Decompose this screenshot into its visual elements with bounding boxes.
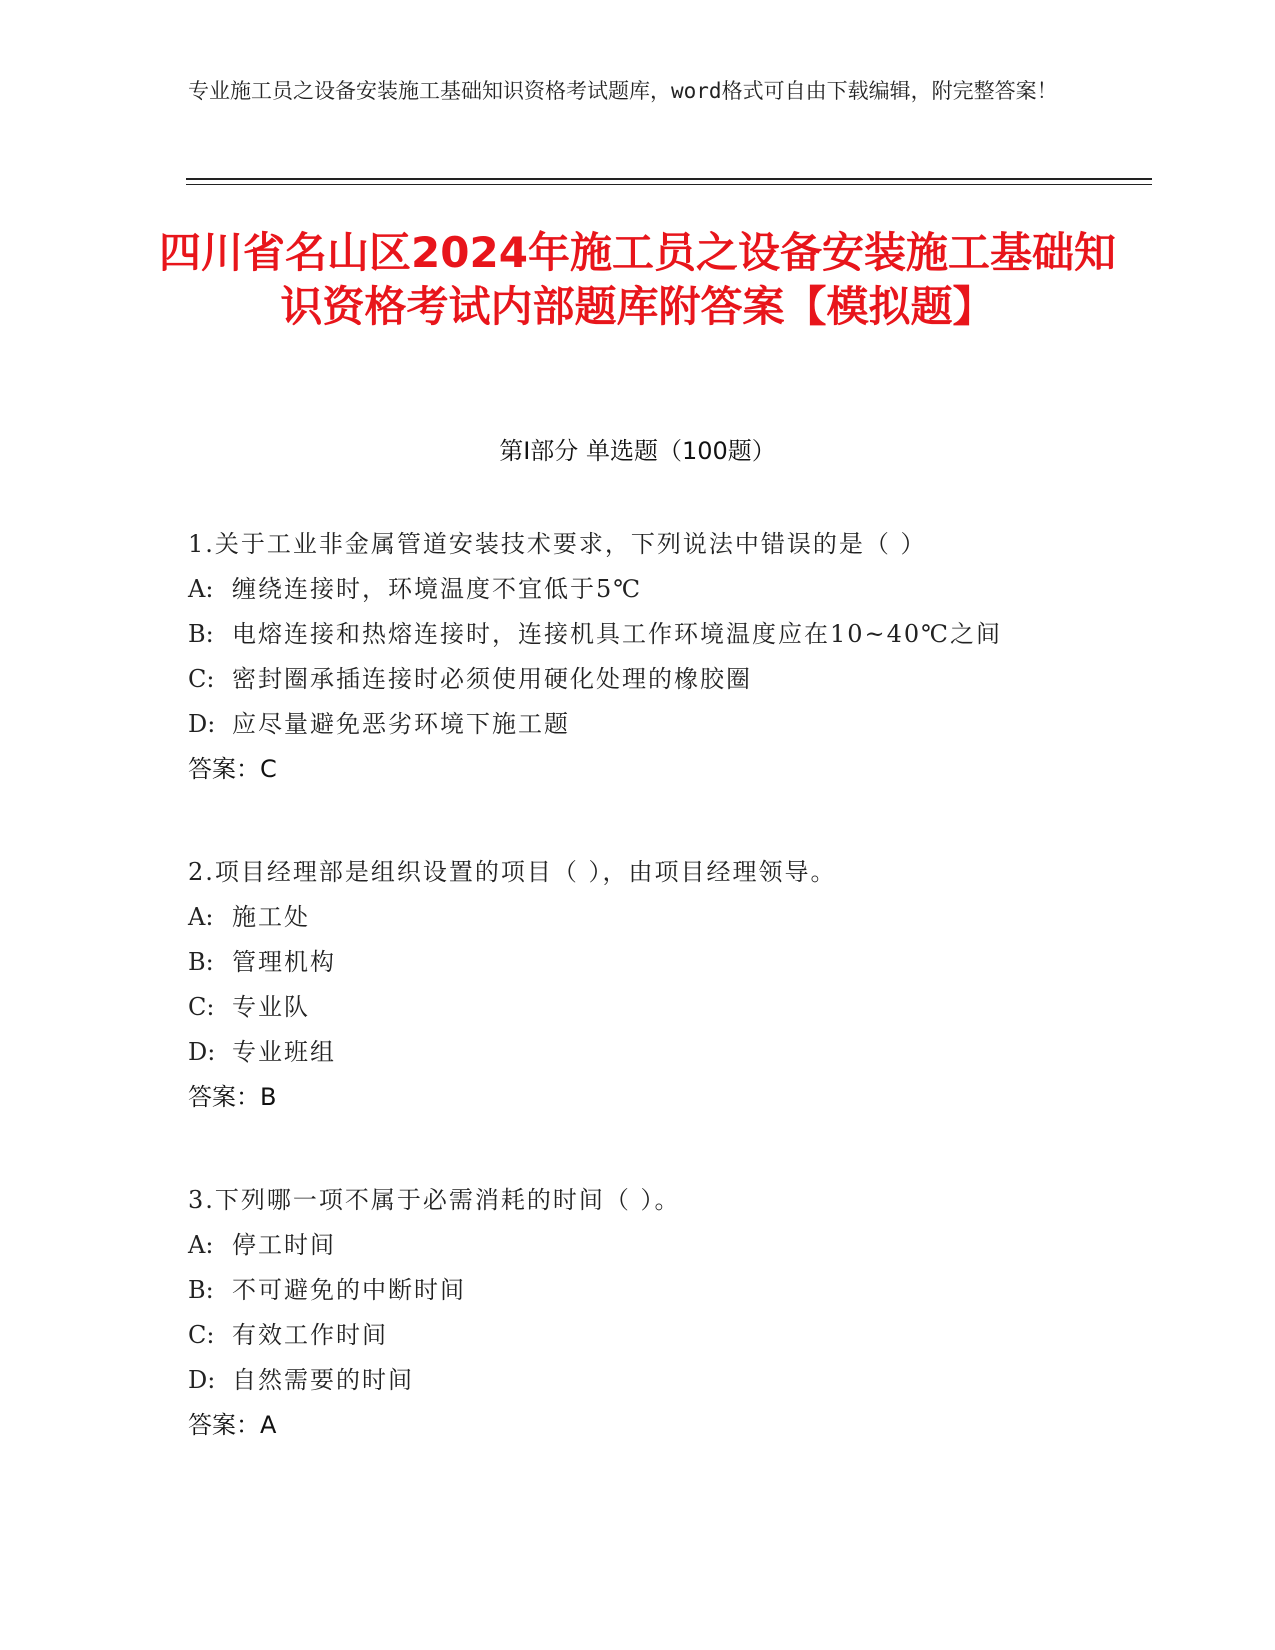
option-a: [188, 1223, 1108, 1268]
header-divider-thin: [186, 184, 1152, 185]
option-b: [188, 1268, 1108, 1313]
question-list: [188, 522, 1108, 1506]
option-key: C:: [188, 1321, 215, 1349]
document-title: 四川省名山区2024年施工员之设备安装施工基础知识资格考试内部题库附答案【模拟题】: [159, 228, 1116, 331]
question-stem: 1.关于工业非金属管道安装技术要求，下列说法中错误的是（ ）: [188, 530, 927, 558]
question-3: [188, 1178, 1108, 1448]
option-c: [188, 1313, 1108, 1358]
question-stem: 3.下列哪一项不属于必需消耗的时间（ ）。: [188, 1186, 681, 1214]
option-text: 应尽量避免恶劣环境下施工题: [232, 710, 570, 738]
option-key: C:: [188, 665, 215, 693]
option-text: 专业队: [232, 993, 310, 1021]
option-text: 不可避免的中断时间: [232, 1276, 466, 1304]
option-key: B:: [188, 1276, 214, 1304]
option-key: B:: [188, 948, 214, 976]
option-key: B:: [188, 620, 214, 648]
option-text: 停工时间: [232, 1231, 336, 1259]
option-a: [188, 895, 1108, 940]
option-text: 自然需要的时间: [232, 1366, 414, 1394]
option-key: D:: [188, 1366, 216, 1394]
option-text: 密封圈承插连接时必须使用硬化处理的橡胶圈: [232, 665, 752, 693]
question-2: [188, 850, 1108, 1120]
question-stem: 2.项目经理部是组织设置的项目（ ），由项目经理领导。: [188, 858, 837, 886]
option-d: [188, 702, 1108, 747]
question-1: [188, 522, 1108, 792]
option-text: 缠绕连接时，环境温度不宜低于5℃: [232, 575, 643, 603]
option-key: C:: [188, 993, 215, 1021]
option-text: 管理机构: [232, 948, 336, 976]
option-key: A:: [188, 575, 214, 603]
header-note: 专业施工员之设备安装施工基础知识资格考试题库，word格式可自由下载编辑，附完整答案！: [188, 79, 1058, 103]
answer: 答案：B: [188, 1083, 277, 1111]
option-key: D:: [188, 710, 216, 738]
option-text: 专业班组: [232, 1038, 336, 1066]
header-divider-thick: [186, 178, 1152, 180]
option-text: 施工处: [232, 903, 310, 931]
option-b: [188, 612, 1108, 657]
option-c: [188, 657, 1108, 702]
answer: 答案：A: [188, 1411, 277, 1439]
option-text: 有效工作时间: [232, 1321, 388, 1349]
answer: 答案：C: [188, 755, 277, 783]
option-d: [188, 1030, 1108, 1075]
option-key: D:: [188, 1038, 216, 1066]
option-a: [188, 567, 1108, 612]
option-c: [188, 985, 1108, 1030]
option-text: 电熔连接和热熔连接时，连接机具工作环境温度应在10~40℃之间: [232, 620, 1003, 648]
option-key: A:: [188, 903, 214, 931]
option-b: [188, 940, 1108, 985]
option-d: [188, 1358, 1108, 1403]
section-title: 第I部分 单选题（100题）: [499, 437, 776, 465]
option-key: A:: [188, 1231, 214, 1259]
